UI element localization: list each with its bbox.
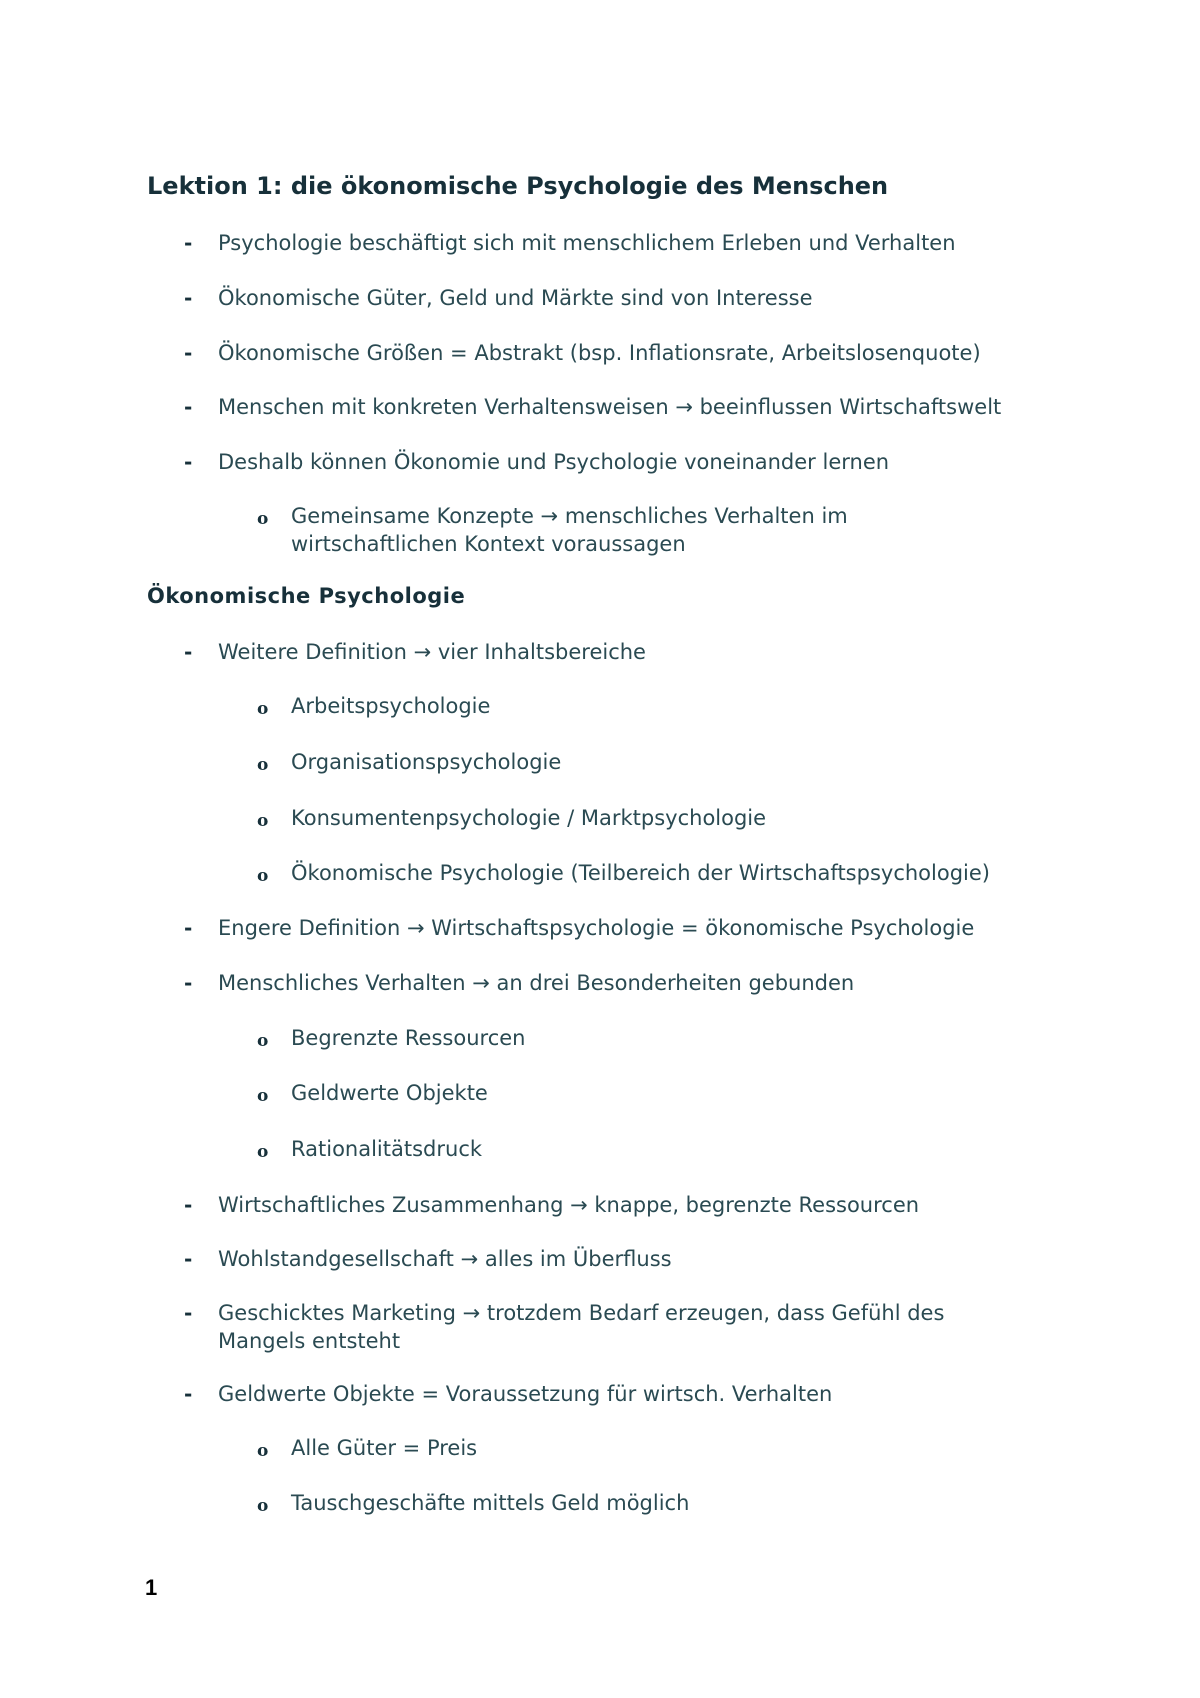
list-item-text: Wirtschaftliches Zusammenhang → knappe, begrenzte Ressourcen: [218, 1193, 920, 1217]
list-item-text: Ökonomische Psychologie (Teilbereich der Wirtschaftspsychologie): [291, 861, 990, 885]
dash-bullet: -: [184, 971, 193, 995]
dash-bullet: -: [184, 1193, 193, 1217]
circle-bullet: o: [257, 1496, 269, 1516]
list-item: [184, 1245, 672, 1273]
circle-bullet: o: [257, 755, 269, 775]
list-item: [184, 638, 646, 666]
list-item-text: Ökonomische Güter, Geld und Märkte sind von Interesse: [218, 286, 813, 310]
list-item-text: Geldwerte Objekte = Voraussetzung für wirtsch. Verhalten: [218, 1382, 833, 1406]
list-item-text: Wohlstandgesellschaft → alles im Überfluss: [218, 1247, 672, 1271]
list-item-text: Gemeinsame Konzepte → menschliches Verhalten im: [291, 504, 848, 528]
circle-bullet: o: [257, 1086, 269, 1106]
list-item: [184, 448, 890, 476]
circle-bullet: o: [257, 866, 269, 886]
list-item-text-continued: wirtschaftlichen Kontext voraussagen: [291, 532, 686, 556]
document-title: Lektion 1: die ökonomische Psychologie des Menschen: [147, 172, 889, 200]
sub-list-item: [257, 859, 990, 887]
dash-bullet: -: [184, 341, 193, 365]
section-heading: Ökonomische Psychologie: [147, 584, 466, 608]
list-item-text: Geschicktes Marketing → trotzdem Bedarf erzeugen, dass Gefühl des: [218, 1301, 945, 1325]
circle-bullet: o: [257, 699, 269, 719]
list-item-text: Arbeitspsychologie: [291, 694, 491, 718]
dash-bullet: -: [184, 640, 193, 664]
list-item-text: Menschliches Verhalten → an drei Besonderheiten gebunden: [218, 971, 855, 995]
list-item-text: Menschen mit konkreten Verhaltensweisen → beeinflussen Wirtschaftswelt: [218, 395, 1002, 419]
page-number: 1: [145, 1575, 158, 1600]
list-item-text: Deshalb können Ökonomie und Psychologie voneinander lernen: [218, 450, 890, 474]
list-item: [184, 284, 813, 312]
list-item: [184, 1380, 833, 1408]
list-item-text: Weitere Definition → vier Inhaltsbereiche: [218, 640, 646, 664]
list-item-text: Konsumentenpsychologie / Marktpsychologie: [291, 806, 767, 830]
list-item-text: Engere Definition → Wirtschaftspsychologie = ökonomische Psychologie: [218, 916, 975, 940]
list-item-text: Ökonomische Größen = Abstrakt (bsp. Inflationsrate, Arbeitslosenquote): [218, 341, 981, 365]
list-item: [184, 393, 1002, 421]
dash-bullet: -: [184, 395, 193, 419]
list-item-text: Geldwerte Objekte: [291, 1081, 488, 1105]
list-item-text-continued: Mangels entsteht: [218, 1329, 401, 1353]
circle-bullet: o: [257, 509, 269, 529]
sub-list-item: [257, 502, 848, 558]
circle-bullet: o: [257, 1441, 269, 1461]
dash-bullet: -: [184, 450, 193, 474]
list-item: [184, 1191, 920, 1219]
dash-bullet: -: [184, 231, 193, 255]
list-item-text: Alle Güter = Preis: [291, 1436, 478, 1460]
list-item-text: Organisationspsychologie: [291, 750, 562, 774]
sub-list-item: [257, 804, 767, 832]
circle-bullet: o: [257, 811, 269, 831]
list-item-text: Psychologie beschäftigt sich mit menschlichem Erleben und Verhalten: [218, 231, 956, 255]
dash-bullet: -: [184, 916, 193, 940]
list-item: [184, 229, 956, 257]
sub-list-item: [257, 692, 491, 720]
sub-list-item: [257, 1079, 488, 1107]
list-item-text: Rationalitätsdruck: [291, 1137, 483, 1161]
circle-bullet: o: [257, 1031, 269, 1051]
dash-bullet: -: [184, 286, 193, 310]
list-item: [184, 969, 855, 997]
list-item: [184, 1299, 945, 1355]
list-item: [184, 914, 975, 942]
dash-bullet: -: [184, 1247, 193, 1271]
list-item-text: Tauschgeschäfte mittels Geld möglich: [291, 1491, 690, 1515]
sub-list-item: [257, 1434, 478, 1462]
list-item-text: Begrenzte Ressourcen: [291, 1026, 526, 1050]
circle-bullet: o: [257, 1142, 269, 1162]
dash-bullet: -: [184, 1382, 193, 1406]
sub-list-item: [257, 1489, 690, 1517]
dash-bullet: -: [184, 1301, 193, 1325]
sub-list-item: [257, 748, 562, 776]
sub-list-item: [257, 1024, 526, 1052]
sub-list-item: [257, 1135, 483, 1163]
list-item: [184, 339, 981, 367]
